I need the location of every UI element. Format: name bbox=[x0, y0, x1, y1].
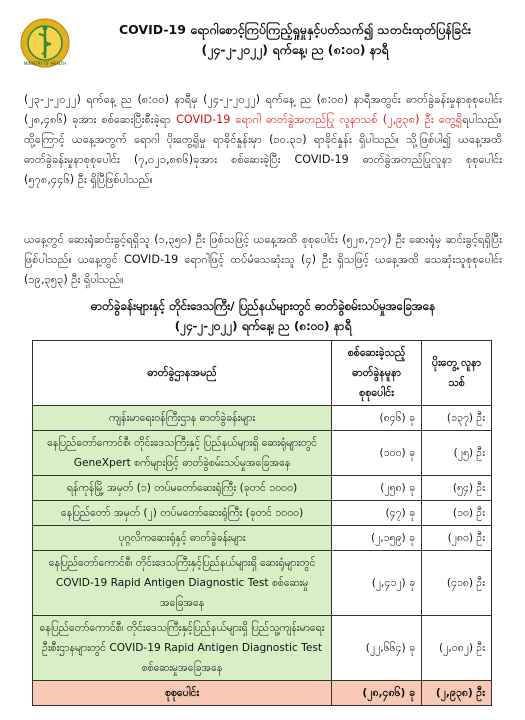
tested-cell: (၈၄၆) ခု bbox=[332, 406, 422, 431]
header-positive: ပိုးတွေ့ လူနာသစ် bbox=[422, 341, 492, 406]
title-line-1: COVID-19 ရောဂါစောင့်ကြပ်ကြည့်ရှုမှုနှင့်ပတ်သက်၍ သတင်းထုတ်ပြန်ခြင်း bbox=[118, 22, 472, 37]
lab-name-cell: နေပြည်တော်ကောင်စီ၊ တိုင်းဒေသကြီးနှင့် ပြည်နယ်များရှိ ဆေးရုံများတွင် GeneXpert စက်များဖြင့် ဓာတ်ခွဲစမ်းသပ်မှုအခြေအနေ bbox=[33, 431, 332, 476]
total-label-cell: စုစုပေါင်း bbox=[33, 681, 332, 706]
tested-cell: (၄၇) ခု bbox=[332, 501, 422, 526]
tested-cell: (၂,၄၁၂) ခု bbox=[332, 551, 422, 616]
ministry-of-health-logo bbox=[20, 18, 70, 68]
new-cases-highlight: COVID-19 ရောဂါ ဓာတ်ခွဲအတည်ပြု လူနာသစ် (၂,၉၃၈) ဦး တွေ့ရှိ bbox=[176, 113, 463, 126]
lab-name-cell: ကျန်းမာရေးဝန်ကြီးဌာန ဓာတ်ခွဲခန်းများ bbox=[33, 406, 332, 431]
header-tested: စစ်ဆေးခဲ့သည့် ဓာတ်ခွဲနမူနာ စုစုပေါင်း bbox=[332, 341, 422, 406]
table-section-title bbox=[24, 296, 502, 336]
lab-name-cell: ပုဂ္ဂလိကဆေးရုံနှင့် ဓာတ်ခွဲခန်းများ bbox=[33, 526, 332, 551]
header-lab-name: ဓာတ်ခွဲဌာနအမည် bbox=[33, 341, 332, 406]
positive-cell: (၂,၀၈၂) ဦး bbox=[422, 616, 492, 681]
table-row bbox=[33, 501, 492, 526]
table-row bbox=[33, 551, 492, 616]
svg-text:MINISTRY OF HEALTH: MINISTRY OF HEALTH bbox=[23, 61, 67, 66]
summary-paragraph-2: ယနေ့တွင် ဆေးရုံဆင်းခွင့်ရရှိသူ (၁,၃၅၀) ဦး ဖြစ်သဖြင့် ယနေ့အထိ စုစုပေါင်း (၅၂၈,၇၁၇) ဦး ဆေးရုံမှ ဆင်းခွင့်ရရှိပြီး ဖြစ်ပါသည်။ ယနေ့တွင် COVID-19 ရောဂါဖြင့် ထပ်မံသေဆုံးသူ (၄) ဦး ရှိသဖြင့် ယနေ့အထိ သေဆုံးသူစုစုပေါင်း (၁၉,၃၅၃) ဦး ရှိပါသည်။ bbox=[24, 233, 502, 286]
tested-cell: (၂၅၈) ခု bbox=[332, 476, 422, 501]
lab-name-cell: နေပြည်တော် အမှတ် (၂) တပ်မတော်ဆေးရုံကြီး (ခုတင် ၁၀၀၀) bbox=[33, 501, 332, 526]
positive-cell: (၂၈၀) ဦး bbox=[422, 526, 492, 551]
section-title-line-2: (၂၄-၂-၂၀၂၂) ရက်နေ့၊ ည (၈:၀၀) နာရီ bbox=[174, 319, 352, 333]
total-tested-cell: (၂၈,၄၈၆) ခု bbox=[332, 681, 422, 706]
lab-name-cell: နေပြည်တော်ကောင်စီ၊ တိုင်းဒေသကြီးနှင့်ပြည်နယ်များရှိ ပြည်သူ့ကျန်းမာရေးဦးစီးဌာနများတွင် COVID-19 Rapid Antigen Diagnostic Test စစ်ဆေးမှုအခြေအနေ bbox=[33, 616, 332, 681]
paragraph-1-text-a: (၂၃-၂-၂၀၂၂) ရက်နေ့ ည (၈:၀၀) နာရီမှ (၂၄-၂-၂၀၂၂) ရက်နေ့ ည (၈:၀၀) နာရီအတွင်း ဓာတ်ခွဲခန်းမှုနာစုစုပေါင်း (၂၈,၄၈၆) ခုအား စစ်ဆေးပြီးစီးခဲ့ရာ bbox=[24, 93, 502, 126]
summary-paragraph-1 bbox=[24, 90, 502, 190]
positive-cell: (၁၀) ဦး bbox=[422, 501, 492, 526]
table-row bbox=[33, 431, 492, 476]
paragraph-1-text-b: ရပါသည်။ ထို့ကြောင့် ယနေ့အတွက် ရောဂါ ပိုးတွေ့ရှိမှု ရာခိုင်နှုန်းမှာ (၁၀.၃၁) ရာခိုင်နှုန်း ရှိပါသည်။ သို့ဖြစ်ပါ၍ ယနေ့အထိ ဓာတ်ခွဲခန်းမှုနာစုစုပေါင်း (၇,၀၂၁,၈၈၆)ခုအား စစ်ဆေးခဲ့ပြီး COVID-19 ဓာတ်ခွဲအတည်ပြုလူနာ စုစုပေါင်း (၅၇၈,၄၄၆) ဦး ရှိပြီဖြစ်ပါသည်။ bbox=[24, 113, 502, 186]
table-row bbox=[33, 526, 492, 551]
positive-cell: (၂၅) ဦး bbox=[422, 431, 492, 476]
positive-cell: (၄၁၈) ဦး bbox=[422, 551, 492, 616]
document-title bbox=[80, 20, 510, 60]
total-positive-cell: (၂,၉၃၈) ဦး bbox=[422, 681, 492, 706]
lab-name-cell: ရန်ကုန်မြို့ အမှတ် (၁) တပ်မတော်ဆေးရုံကြီး (ခုတင် ၁၀၀၀) bbox=[33, 476, 332, 501]
tested-cell: (၂,၁၅၉) ခု bbox=[332, 526, 422, 551]
table-row bbox=[33, 476, 492, 501]
section-title-line-1: ဓာတ်ခွဲခန်းများနှင့် တိုင်းဒေသကြီး/ ပြည်နယ်များတွင် ဓာတ်ခွဲစမ်းသပ်မှုအခြေအနေ bbox=[90, 299, 436, 313]
table-header-row bbox=[33, 341, 492, 406]
table-total-row bbox=[33, 681, 492, 706]
tested-cell: (၂၂,၆၆၄) ခု bbox=[332, 616, 422, 681]
tested-cell: (၁၀၀) ခု bbox=[332, 431, 422, 476]
positive-cell: (၅၄) ဦး bbox=[422, 476, 492, 501]
positive-cell: (၁၃၇) ဦး bbox=[422, 406, 492, 431]
table-row bbox=[33, 406, 492, 431]
lab-name-cell: နေပြည်တော်ကောင်စီ၊ တိုင်းဒေသကြီးနှင့်ပြည်နယ်များရှိ ဆေးရုံများတွင် COVID-19 Rapid Antigen Diagnostic Test စစ်ဆေးမှုအခြေအနေ bbox=[33, 551, 332, 616]
title-line-2: (၂၄-၂-၂၀၂၂) ရက်နေ့၊ ည (၈:၀၀) နာရီ bbox=[201, 42, 389, 57]
table-row bbox=[33, 616, 492, 681]
lab-testing-table bbox=[32, 340, 492, 706]
